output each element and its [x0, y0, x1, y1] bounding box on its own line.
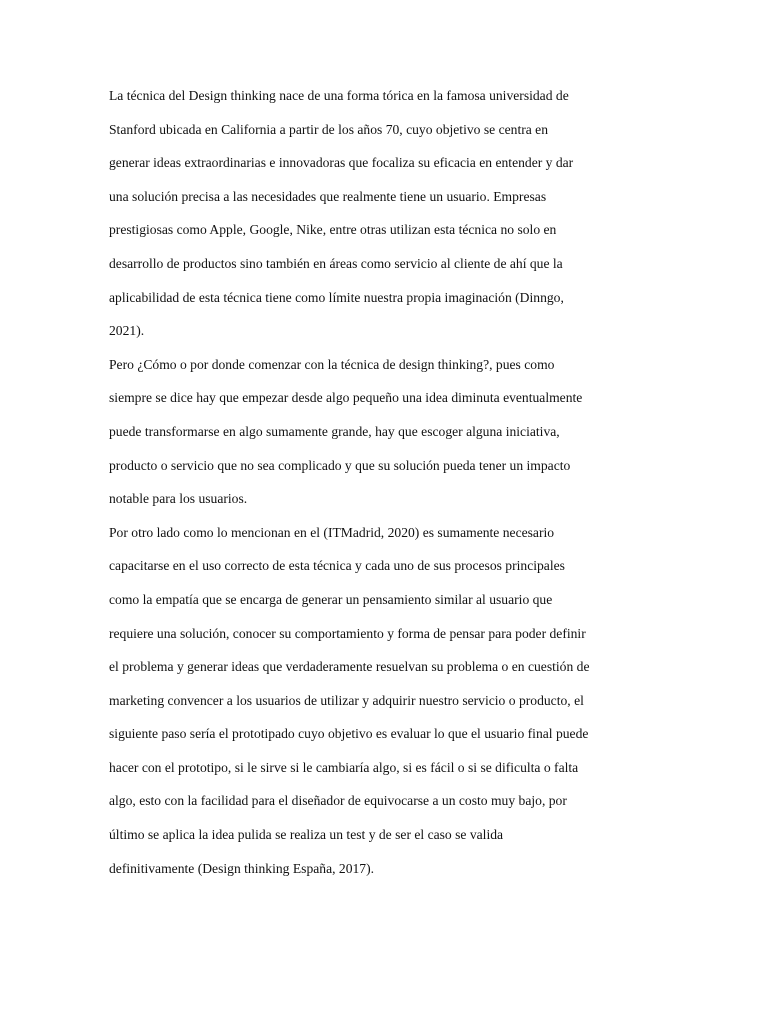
paragraph-2: [109, 348, 649, 516]
text-line: como la empatía que se encarga de generar un pensamiento similar al usuario que: [109, 591, 553, 607]
text-line: una solución precisa a las necesidades que realmente tiene un usuario. Empresas: [109, 188, 547, 204]
text-line: desarrollo de productos sino también en áreas como servicio al cliente de ahí que la: [109, 255, 563, 271]
text-line: hacer con el prototipo, si le sirve si le cambiaría algo, si es fácil o si se dificulta o falta: [109, 759, 579, 775]
text-line: definitivamente (Design thinking España, 2017).: [109, 860, 375, 876]
text-line: Stanford ubicada en California a partir de los años 70, cuyo objetivo se centra en: [109, 121, 549, 137]
text-line: prestigiosas como Apple, Google, Nike, entre otras utilizan esta técnica no solo en: [109, 222, 557, 238]
text-line: puede transformarse en algo sumamente grande, hay que escoger alguna iniciativa,: [109, 423, 560, 439]
text-line: La técnica del Design thinking nace de una forma tórica en la famosa universidad de: [109, 88, 569, 103]
text-line: marketing convencer a los usuarios de utilizar y adquirir nuestro servicio o producto, el: [109, 692, 584, 708]
paragraph-1: [109, 79, 649, 348]
text-line: siguiente paso sería el prototipado cuyo objetivo es evaluar lo que el usuario final puede: [109, 726, 589, 742]
text-line: algo, esto con la facilidad para el diseñador de equivocarse a un costo muy bajo, por: [109, 793, 567, 809]
text-line: requiere una solución, conocer su comportamiento y forma de pensar para poder definir: [109, 625, 586, 641]
text-line: Pero ¿Cómo o por donde comenzar con la técnica de design thinking?, pues como: [109, 356, 555, 372]
text-line: siempre se dice hay que empezar desde algo pequeño una idea diminuta eventualmente: [109, 390, 583, 406]
document-body: [109, 79, 649, 885]
text-line: generar ideas extraordinarias e innovadoras que focaliza su eficacia en entender y dar: [109, 155, 574, 171]
text-line: notable para los usuarios.: [109, 491, 248, 507]
text-line: capacitarse en el uso correcto de esta técnica y cada uno de sus procesos principales: [109, 558, 565, 574]
text-line: 2021).: [109, 323, 145, 339]
text-line: Por otro lado como lo mencionan en el (ITMadrid, 2020) es sumamente necesario: [109, 524, 555, 540]
text-line: último se aplica la idea pulida se realiza un test y de ser el caso se valida: [109, 827, 504, 843]
paragraph-3: [109, 516, 649, 886]
text-line: el problema y generar ideas que verdaderamente resuelvan su problema o en cuestión de: [109, 659, 590, 675]
text-line: aplicabilidad de esta técnica tiene como límite nuestra propia imaginación (Dinngo,: [109, 289, 564, 305]
text-line: producto o servicio que no sea complicado y que su solución pueda tener un impacto: [109, 457, 571, 473]
